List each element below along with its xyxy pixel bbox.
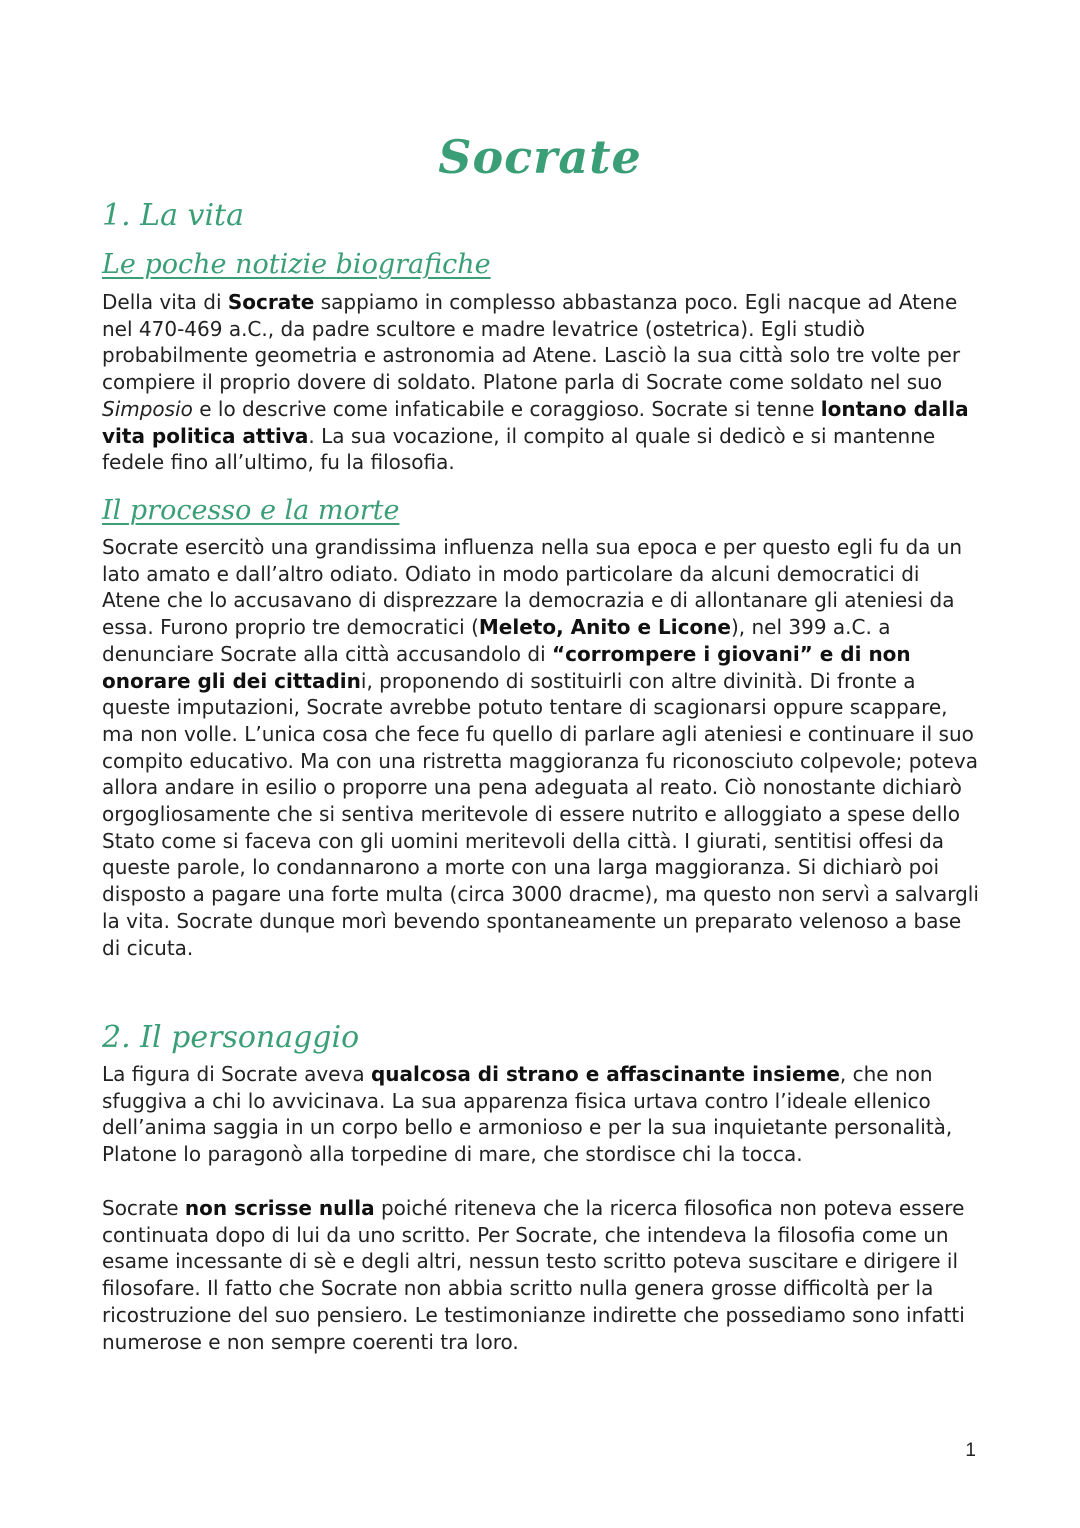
subheading-processo-morte: Il processo e la morte [102,495,400,526]
bold-strano-affascinante: qualcosa di strano e affascinante insieme [370,1062,840,1086]
paragraph-biografia: Della vita di Socrate sappiamo in complesso abbastanza poco. Egli nacque ad Atene nel 470-469 a.C., da padre scultore e madre levatrice (ostetrica). Egli studiò probabilmente geometria e astronomia ad Atene. Lasciò la sua città solo tre volte per compiere il proprio dovere di soldato. Platone parla di Socrate come soldato nel suo Simposio e lo descrive come infaticabile e coraggioso. Socrate si tenne lontano dalla vita politica attiva. La sua vocazione, il compito al quale si dedicò e si mantenne fedele fino all’ultimo, fu la filosofia. [102,290,969,475]
section-heading-personaggio: 2. Il personaggio [102,1020,360,1055]
paragraph-processo: Socrate esercitò una grandissima influenza nella sua epoca e per questo egli fu da un lato amato e dall’altro odiato. Odiato in modo particolare da alcuni democratici di Atene che lo accusavano di disprezzare la democrazia e di allontanare gli ateniesi da essa. Furono proprio tre democratici (Meleto, Anito e Licone), nel 399 a.C. a denunciare Socrate alla città accusandolo di “corrompere i giovani” e di non onorare gli dei cittadini, proponendo di sostituirli con altre divinità. Di fronte a queste imputazioni, Socrate avrebbe potuto tentare di scagionarsi oppure scappare, ma non volle. L’unica cosa che fece fu quello di parlare agli ateniesi e continuare il suo compito educativo. Ma con una ristretta maggioranza fu riconosciuto colpevole; poteva allora andare in esilio o proporre una pena adeguata al reato. Ciò nonostante dichiarò orgogliosamente che si sentiva meritevole di essere nutrito e alloggiato a spese dello Stato come si faceva con gli uomini meritevoli della città. I giurati, sentitisi offesi da queste parole, lo condannarono a morte con una larga maggioranza. Si dichiarò poi disposto a pagare una forte multa (circa 3000 dracme), ma questo non servì a salvargli la vita. Socrate dunque morì bevendo spontaneamente un preparato velenoso a base di cicuta. [102,535,979,960]
paragraph-scrittura: Socrate non scrisse nulla poiché riteneva che la ricerca filosofica non poteva essere continuata dopo di lui da uno scritto. Per Socrate, che intendeva la filosofia come un esame incessante di sè e degli altri, nessun testo scritto poteva suscitare e dirigere il filosofare. Il fatto che Socrate non abbia scritto nulla genera grosse difficoltà per la ricostruzione del suo pensiero. Le testimonianze indirette che possediamo sono infatti numerose e non sempre coerenti tra loro. [102,1196,965,1354]
bold-lontano-politica: lontano dalla vita politica attiva [102,396,969,448]
bold-accuse: “corrompere i giovani” e di non onorare gli dei cittadin [102,641,911,693]
italic-simposio: Simposio [102,396,193,421]
section-heading-la-vita: 1. La vita [102,198,244,233]
bold-accusatori: Meleto, Anito e Licone [478,615,731,640]
paragraph-figura: La figura di Socrate aveva qualcosa di strano e affascinante insieme, che non sfuggiva a chi lo avvicinava. La sua apparenza fisica urtava contro l’ideale ellenico dell’anima saggia in un corpo bello e armonioso e per la sua inquietante personalità, Platone lo paragonò alla torpedine di mare, che stordisce chi la tocca. [102,1062,953,1167]
page-title: Socrate [438,130,642,184]
bold-socrate: Socrate [227,290,315,314]
subheading-notizie-biografiche: Le poche notizie biografiche [102,249,491,280]
page-number: 1 [965,1440,976,1461]
bold-non-scrisse: non scrisse nulla [184,1196,375,1220]
